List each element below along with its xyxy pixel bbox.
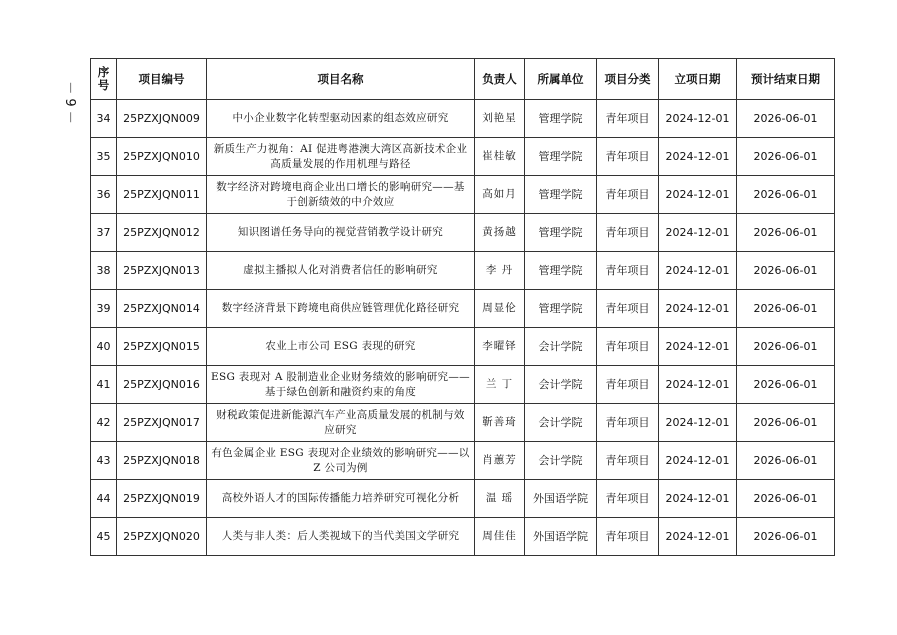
table-row xyxy=(91,480,835,518)
cell-project-name: 新质生产力视角：AI 促进粤港澳大湾区高新技术企业高质量发展的作用机理与路径 xyxy=(207,138,475,176)
cell-end-date: 2026-06-01 xyxy=(737,214,835,252)
cell-project-name: 有色金属企业 ESG 表现对企业绩效的影响研究——以 Z 公司为例 xyxy=(207,442,475,480)
cell-leader: 崔桂敏 xyxy=(475,138,525,176)
cell-category: 青年项目 xyxy=(597,252,659,290)
cell-project-name: 数字经济背景下跨境电商供应链管理优化路径研究 xyxy=(207,290,475,328)
cell-index: 38 xyxy=(91,252,117,290)
cell-leader: 温 瑶 xyxy=(475,480,525,518)
cell-start-date: 2024-12-01 xyxy=(659,518,737,556)
cell-index: 41 xyxy=(91,366,117,404)
cell-end-date: 2026-06-01 xyxy=(737,138,835,176)
cell-unit: 管理学院 xyxy=(525,176,597,214)
header-index: 序号 xyxy=(91,59,117,100)
cell-index: 45 xyxy=(91,518,117,556)
cell-start-date: 2024-12-01 xyxy=(659,252,737,290)
cell-unit: 会计学院 xyxy=(525,404,597,442)
cell-start-date: 2024-12-01 xyxy=(659,290,737,328)
cell-unit: 外国语学院 xyxy=(525,480,597,518)
cell-project-code: 25PZXJQN020 xyxy=(117,518,207,556)
cell-leader: 李 丹 xyxy=(475,252,525,290)
cell-category: 青年项目 xyxy=(597,138,659,176)
cell-leader: 李曜铎 xyxy=(475,328,525,366)
cell-leader: 靳善琦 xyxy=(475,404,525,442)
cell-unit: 会计学院 xyxy=(525,366,597,404)
cell-project-name: 人类与非人类：后人类视域下的当代美国文学研究 xyxy=(207,518,475,556)
cell-unit: 管理学院 xyxy=(525,100,597,138)
cell-index: 40 xyxy=(91,328,117,366)
cell-project-code: 25PZXJQN018 xyxy=(117,442,207,480)
cell-unit: 会计学院 xyxy=(525,442,597,480)
cell-project-code: 25PZXJQN015 xyxy=(117,328,207,366)
table-row xyxy=(91,518,835,556)
project-table xyxy=(90,58,835,556)
table-row xyxy=(91,442,835,480)
cell-index: 35 xyxy=(91,138,117,176)
cell-project-name: 农业上市公司 ESG 表现的研究 xyxy=(207,328,475,366)
cell-project-code: 25PZXJQN016 xyxy=(117,366,207,404)
cell-unit: 管理学院 xyxy=(525,290,597,328)
header-end-date: 预计结束日期 xyxy=(737,59,835,100)
cell-leader: 周显伦 xyxy=(475,290,525,328)
cell-leader: 肖蕙芳 xyxy=(475,442,525,480)
cell-category: 青年项目 xyxy=(597,480,659,518)
cell-start-date: 2024-12-01 xyxy=(659,366,737,404)
cell-end-date: 2026-06-01 xyxy=(737,366,835,404)
cell-end-date: 2026-06-01 xyxy=(737,442,835,480)
table-header-row xyxy=(91,59,835,100)
header-project-code: 项目编号 xyxy=(117,59,207,100)
cell-leader: 高如月 xyxy=(475,176,525,214)
cell-project-code: 25PZXJQN012 xyxy=(117,214,207,252)
table-body xyxy=(91,100,835,556)
table-row xyxy=(91,214,835,252)
table-row xyxy=(91,290,835,328)
cell-index: 37 xyxy=(91,214,117,252)
cell-project-name: 高校外语人才的国际传播能力培养研究可视化分析 xyxy=(207,480,475,518)
table-row xyxy=(91,404,835,442)
cell-category: 青年项目 xyxy=(597,518,659,556)
table-row xyxy=(91,366,835,404)
table-row xyxy=(91,176,835,214)
cell-unit: 外国语学院 xyxy=(525,518,597,556)
cell-project-code: 25PZXJQN011 xyxy=(117,176,207,214)
cell-project-name: 数字经济对跨境电商企业出口增长的影响研究——基于创新绩效的中介效应 xyxy=(207,176,475,214)
cell-index: 34 xyxy=(91,100,117,138)
cell-index: 39 xyxy=(91,290,117,328)
cell-unit: 管理学院 xyxy=(525,138,597,176)
cell-unit: 会计学院 xyxy=(525,328,597,366)
cell-leader: 黄扬越 xyxy=(475,214,525,252)
cell-end-date: 2026-06-01 xyxy=(737,100,835,138)
cell-index: 36 xyxy=(91,176,117,214)
cell-project-code: 25PZXJQN010 xyxy=(117,138,207,176)
cell-start-date: 2024-12-01 xyxy=(659,138,737,176)
cell-start-date: 2024-12-01 xyxy=(659,100,737,138)
page-number-text: － 9 － xyxy=(61,80,77,124)
cell-project-code: 25PZXJQN019 xyxy=(117,480,207,518)
cell-end-date: 2026-06-01 xyxy=(737,404,835,442)
cell-category: 青年项目 xyxy=(597,214,659,252)
cell-project-name: 虚拟主播拟人化对消费者信任的影响研究 xyxy=(207,252,475,290)
cell-start-date: 2024-12-01 xyxy=(659,176,737,214)
cell-index: 42 xyxy=(91,404,117,442)
cell-start-date: 2024-12-01 xyxy=(659,480,737,518)
header-leader: 负责人 xyxy=(475,59,525,100)
header-unit: 所属单位 xyxy=(525,59,597,100)
cell-start-date: 2024-12-01 xyxy=(659,442,737,480)
cell-end-date: 2026-06-01 xyxy=(737,518,835,556)
header-project-name: 项目名称 xyxy=(207,59,475,100)
cell-category: 青年项目 xyxy=(597,442,659,480)
cell-project-code: 25PZXJQN013 xyxy=(117,252,207,290)
table-row xyxy=(91,252,835,290)
cell-project-name: 中小企业数字化转型驱动因素的组态效应研究 xyxy=(207,100,475,138)
cell-leader: 刘艳星 xyxy=(475,100,525,138)
cell-end-date: 2026-06-01 xyxy=(737,176,835,214)
cell-start-date: 2024-12-01 xyxy=(659,404,737,442)
table-row xyxy=(91,328,835,366)
cell-end-date: 2026-06-01 xyxy=(737,328,835,366)
cell-end-date: 2026-06-01 xyxy=(737,480,835,518)
cell-index: 43 xyxy=(91,442,117,480)
cell-leader: 周佳佳 xyxy=(475,518,525,556)
cell-start-date: 2024-12-01 xyxy=(659,328,737,366)
table-row xyxy=(91,138,835,176)
cell-start-date: 2024-12-01 xyxy=(659,214,737,252)
cell-project-name: 财税政策促进新能源汽车产业高质量发展的机制与效应研究 xyxy=(207,404,475,442)
cell-category: 青年项目 xyxy=(597,328,659,366)
cell-category: 青年项目 xyxy=(597,100,659,138)
cell-project-name: ESG 表现对 A 股制造业企业财务绩效的影响研究——基于绿色创新和融资约束的角度 xyxy=(207,366,475,404)
cell-category: 青年项目 xyxy=(597,404,659,442)
cell-category: 青年项目 xyxy=(597,366,659,404)
page-number xyxy=(58,72,84,132)
cell-unit: 管理学院 xyxy=(525,252,597,290)
table-row xyxy=(91,100,835,138)
cell-unit: 管理学院 xyxy=(525,214,597,252)
cell-end-date: 2026-06-01 xyxy=(737,290,835,328)
cell-end-date: 2026-06-01 xyxy=(737,252,835,290)
cell-category: 青年项目 xyxy=(597,290,659,328)
cell-leader: 兰 丁 xyxy=(475,366,525,404)
cell-category: 青年项目 xyxy=(597,176,659,214)
header-category: 项目分类 xyxy=(597,59,659,100)
cell-project-code: 25PZXJQN009 xyxy=(117,100,207,138)
cell-project-name: 知识图谱任务导向的视觉营销教学设计研究 xyxy=(207,214,475,252)
header-start-date: 立项日期 xyxy=(659,59,737,100)
cell-index: 44 xyxy=(91,480,117,518)
cell-project-code: 25PZXJQN017 xyxy=(117,404,207,442)
cell-project-code: 25PZXJQN014 xyxy=(117,290,207,328)
